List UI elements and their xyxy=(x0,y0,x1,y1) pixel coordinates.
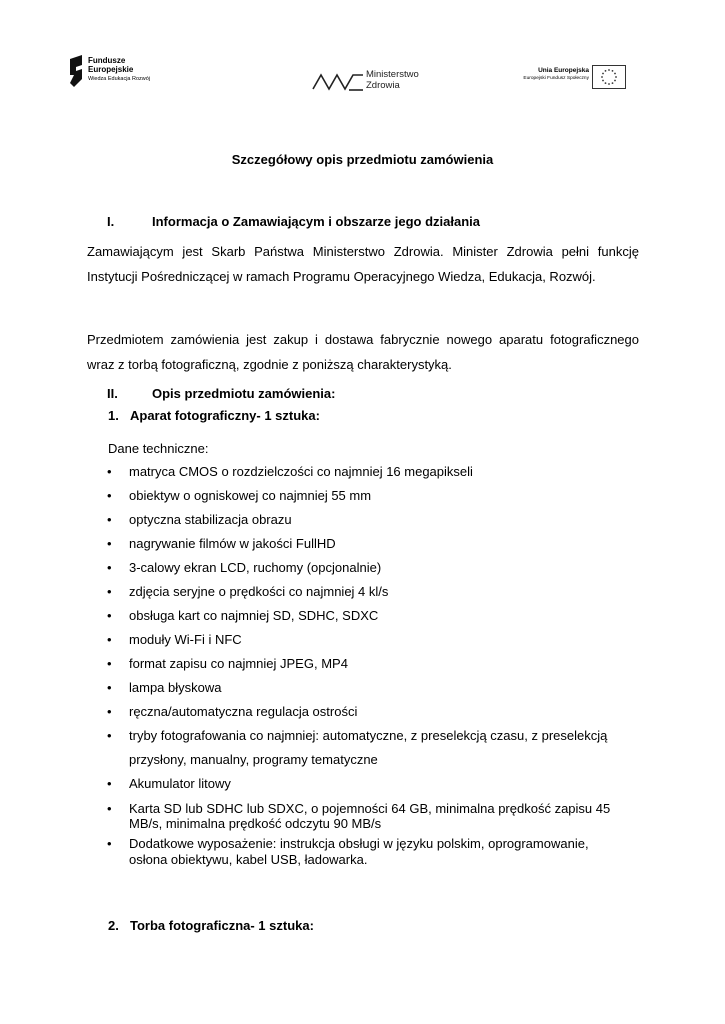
section2-heading: Opis przedmiotu zamówienia: xyxy=(152,386,336,401)
item2-number: 2. xyxy=(108,918,119,933)
section1-heading: Informacja o Zamawiającym i obszarze jego działania xyxy=(152,214,481,229)
ue-logo-subtitle: Europejski Fundusz Społeczny xyxy=(523,76,589,81)
bullet-marker: • xyxy=(107,801,112,816)
spec-item-extra-line2: osłona obiektywu, kabel USB, ładowarka. xyxy=(129,852,368,867)
spec-item: format zapisu co najmniej JPEG, MP4 xyxy=(129,656,348,671)
bullet-marker: • xyxy=(107,656,112,671)
bullet-marker: • xyxy=(107,512,112,527)
spec-item-card-line2: MB/s, minimalna prędkość odczytu 90 MB/s xyxy=(129,816,382,831)
spec-item: moduły Wi-Fi i NFC xyxy=(129,632,242,647)
section1-paragraph: Zamawiającym jest Skarb Państwa Ministerstwo Zdrowia. Minister Zdrowia pełni funkcję Instytucji Pośredniczącej w ramach Programu Operacyjnego Wiedza, Edukacja, Rozwój. xyxy=(87,244,639,284)
spec-item-extra-line1: Dodatkowe wyposażenie: instrukcja obsługi w języku polskim, oprogramowanie, xyxy=(129,836,589,851)
spec-item-battery: Akumulator litowy xyxy=(129,776,231,791)
bullet-marker: • xyxy=(107,680,112,695)
item2-heading: Torba fotograficzna- 1 sztuka: xyxy=(130,918,314,933)
eu-flag-icon xyxy=(592,65,626,89)
spec-item: zdjęcia seryjne o prędkości co najmniej 4 kl/s xyxy=(129,584,389,599)
spec-item: optyczna stabilizacja obrazu xyxy=(129,512,292,527)
bullet-marker: • xyxy=(107,632,112,647)
fe-logo-line2: Europejskie xyxy=(88,64,134,74)
ministerstwo-zdrowia-logo xyxy=(312,70,422,92)
fundusze-europejskie-logo xyxy=(68,55,178,89)
item1-number: 1. xyxy=(108,408,119,423)
spec-item: obiektyw o ogniskowej co najmniej 55 mm xyxy=(129,488,372,503)
document-title: Szczegółowy opis przedmiotu zamówienia xyxy=(231,152,494,167)
bullet-marker: • xyxy=(107,464,112,479)
bullet-marker: • xyxy=(107,488,112,503)
mz-logo-line2: Zdrowia xyxy=(366,79,400,91)
bullet-marker: • xyxy=(107,560,112,575)
spec-item: matryca CMOS o rozdzielczości co najmniej 16 megapikseli xyxy=(129,464,473,479)
bullet-marker: • xyxy=(107,728,112,743)
spec-item: obsługa kart co najmniej SD, SDHC, SDXC xyxy=(129,608,379,623)
bullet-marker: • xyxy=(107,608,112,623)
fundusze-europejskie-mark-icon xyxy=(68,55,86,87)
ministerstwo-zdrowia-mark-icon xyxy=(312,70,364,92)
fe-logo-line1: Fundusze xyxy=(88,56,126,65)
spec-item-card-line1: Karta SD lub SDHC lub SDXC, o pojemności 64 GB, minimalna prędkość zapisu 45 xyxy=(129,801,611,816)
section1-number: I. xyxy=(107,214,115,229)
bullet-marker: • xyxy=(107,536,112,551)
bullet-marker: • xyxy=(107,704,112,719)
section1-paragraph2: Przedmiotem zamówienia jest zakup i dostawa fabrycznie nowego aparatu fotograficznego wraz z torbą fotograficzną, zgodnie z poniższą charakterystyką. xyxy=(87,332,639,372)
fe-logo-line3: Wiedza Edukacja Rozwój xyxy=(88,76,151,82)
spec-item: nagrywanie filmów w jakości FullHD xyxy=(129,536,336,551)
bullet-marker: • xyxy=(107,836,112,851)
ue-logo-title: Unia Europejska xyxy=(538,67,589,74)
specs-label: Dane techniczne: xyxy=(108,441,209,456)
spec-item: lampa błyskowa xyxy=(129,680,222,695)
spec-item: ręczna/automatyczna regulacja ostrości xyxy=(129,704,358,719)
spec-item-modes-line2: przysłony, manualny, programy tematyczne xyxy=(129,752,378,767)
mz-logo-line1: Ministerstwo xyxy=(366,69,419,80)
spec-item-modes-line1: tryby fotografowania co najmniej: automatyczne, z preselekcją czasu, z preselekcją xyxy=(129,728,608,743)
unia-europejska-logo xyxy=(515,65,627,89)
bullet-marker: • xyxy=(107,584,112,599)
spec-item: 3-calowy ekran LCD, ruchomy (opcjonalnie) xyxy=(129,560,382,575)
item1-heading: Aparat fotograficzny- 1 sztuka: xyxy=(130,408,320,423)
bullet-marker: • xyxy=(107,776,112,791)
section2-number: II. xyxy=(107,386,118,401)
